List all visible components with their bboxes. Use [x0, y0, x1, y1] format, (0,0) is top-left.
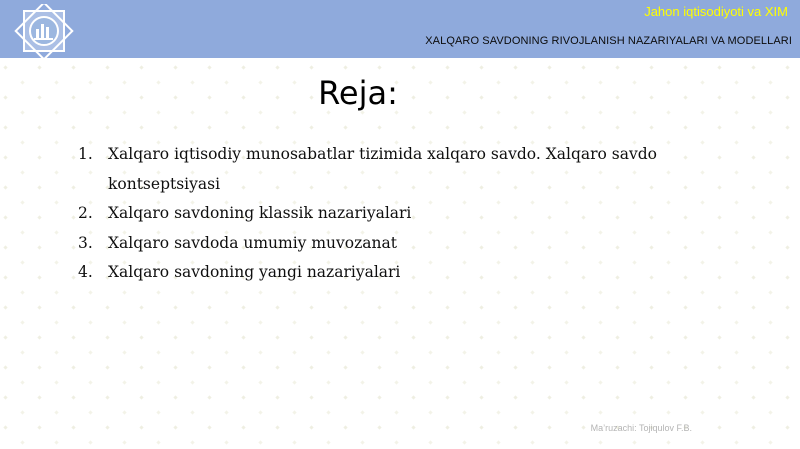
plan-item-number: 3.: [78, 233, 93, 252]
plan-item-text: Xalqaro savdoning klassik nazariyalari: [108, 204, 412, 222]
university-emblem-icon: [14, 4, 74, 58]
plan-item-number: 2.: [78, 204, 93, 222]
plan-list: [76, 140, 716, 288]
plan-item-text: Xalqaro savdoning yangi nazariyalari: [108, 263, 401, 281]
plan-item: [76, 229, 716, 259]
slide-title: Reja:: [318, 74, 398, 112]
plan-item-number: 4.: [78, 263, 93, 281]
plan-item: [76, 140, 716, 199]
plan-item: [76, 258, 716, 288]
slide-header: [0, 0, 800, 58]
presentation-subtitle: XALQARO SAVDONING RIVOJLANISH NAZARIYALARI VA MODELLARI: [425, 35, 792, 47]
organization-name: Jahon iqtisodiyoti va XIM: [644, 4, 788, 19]
footer-author: Ma’ruzachi: Tojiqulov F.B.: [590, 423, 692, 433]
plan-item-text: Xalqaro iqtisodiy munosabatlar tizimida xalqaro savdo. Xalqaro savdo kontseptsiyasi: [108, 145, 657, 193]
plan-item: [76, 199, 716, 229]
plan-item-text: Xalqaro savdoda umumiy muvozanat: [108, 233, 397, 252]
plan-item-number: 1.: [78, 145, 93, 163]
